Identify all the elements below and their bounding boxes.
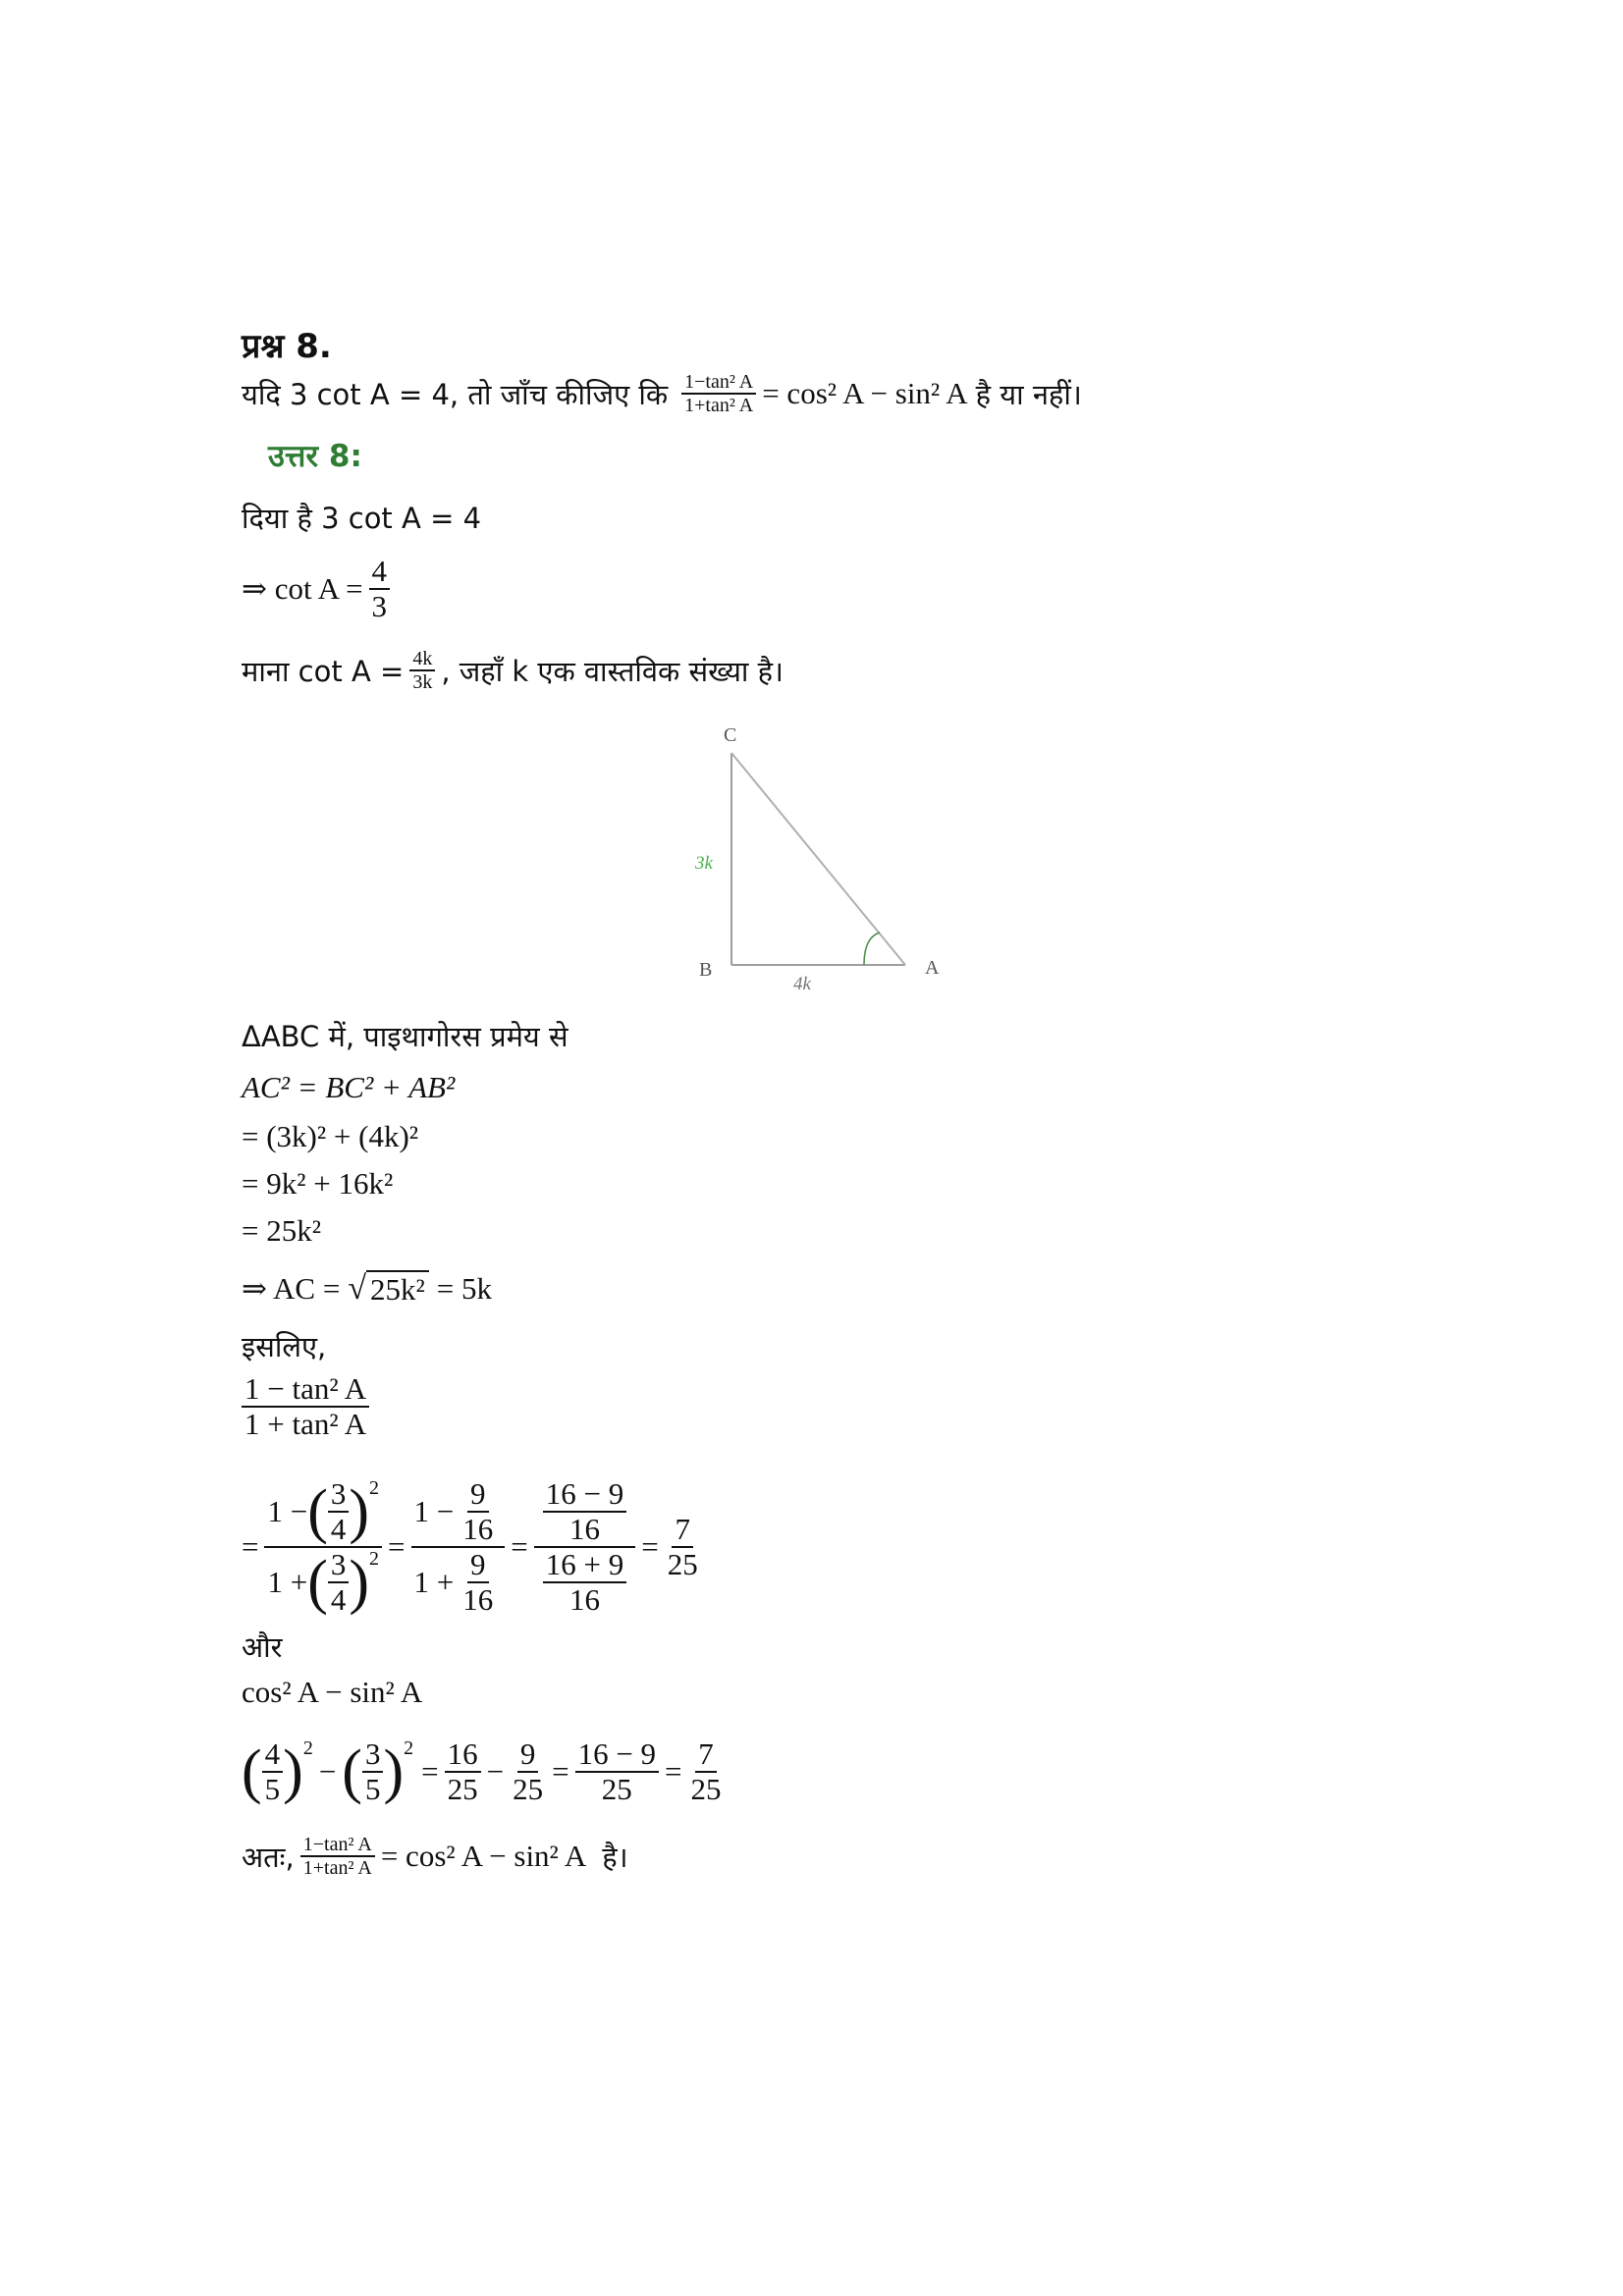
fraction-denominator: 25 [601, 1772, 632, 1807]
let-line [242, 648, 784, 693]
fraction-numerator: 16 − 9 [543, 1477, 626, 1513]
vertex-b-label: B [699, 959, 713, 981]
conclusion-fraction [300, 1834, 375, 1879]
ac-line [242, 1270, 492, 1308]
step-line: AC² = BC² + AB² [242, 1070, 456, 1104]
fraction-numerator: 3 [328, 1548, 350, 1583]
pythagoras-intro: ΔABC में, पाइथागोरस प्रमेय से [242, 1020, 568, 1053]
exponent: 2 [302, 1737, 313, 1759]
fraction-numerator [411, 1477, 506, 1548]
equals-sign: = [641, 1529, 659, 1565]
fraction-step-2 [411, 1477, 506, 1617]
step-line: = 25k² [242, 1213, 322, 1248]
fraction-denominator: 4 [330, 1582, 347, 1618]
vertex-a-label: A [925, 957, 940, 979]
fraction-denominator: 16 [462, 1512, 494, 1547]
fraction-numerator: 9 [467, 1477, 489, 1513]
and-label: और [242, 1630, 283, 1664]
fraction-denominator: 5 [364, 1772, 381, 1807]
side-ab-label: 4k [793, 974, 811, 994]
calculation-lhs [242, 1477, 707, 1617]
fraction-denominator: 5 [264, 1772, 281, 1807]
question-suffix: है या नहीं। [975, 377, 1082, 411]
equals-sign: = [242, 1529, 259, 1565]
ac-result: = 5k [436, 1271, 493, 1306]
equals-sign: = [421, 1754, 439, 1789]
minus-sign: − [318, 1754, 337, 1789]
fraction-numerator [534, 1477, 635, 1548]
answer-heading: उत्तर 8: [268, 439, 362, 474]
fraction-numerator: 3 [362, 1737, 384, 1773]
fraction-step-1 [264, 1477, 382, 1617]
cot-fraction [369, 555, 391, 623]
fraction-denominator: 1+tan² A [302, 1857, 372, 1879]
question-text [242, 371, 1082, 416]
let-prefix: माना cot A = [242, 654, 405, 688]
fraction-numerator: 4k [409, 648, 435, 671]
conclusion-prefix: अतः, [242, 1840, 295, 1874]
ac-root: 25k² [366, 1270, 429, 1308]
equals-sign: = [388, 1529, 406, 1565]
fraction-step-3 [534, 1477, 635, 1617]
question-fraction [681, 371, 756, 416]
fraction-denominator: 1 + ( $\frac{3}{4}$ ) 2 [267, 1547, 380, 1618]
lhs-fraction-line [242, 1372, 369, 1441]
equals-sign: = [552, 1754, 569, 1789]
step-line: = 9k² + 16k² [242, 1166, 394, 1201]
exponent: 2 [404, 1737, 414, 1759]
let-fraction [409, 648, 435, 693]
fraction-numerator: 1−tan² A [681, 371, 756, 395]
question-rhs: = cos² A − sin² A [762, 376, 968, 410]
one-minus: 1 − [267, 1494, 308, 1529]
exponent: 2 [369, 1477, 380, 1499]
result-fraction [665, 1513, 701, 1581]
exponent: 2 [369, 1548, 380, 1571]
cot-prefix: ⇒ cot A = [242, 571, 363, 607]
fraction-denominator: 16 [462, 1582, 494, 1618]
vertex-c-label: C [724, 724, 737, 746]
fraction-denominator: 3k [412, 671, 433, 693]
fraction-numerator: 16 − 9 [575, 1737, 659, 1773]
fraction-numerator: 16 + 9 [543, 1548, 626, 1583]
fraction-numerator: 4 [369, 555, 391, 590]
fraction-denominator: 4 [330, 1512, 347, 1547]
fraction-denominator: 25 [667, 1547, 698, 1582]
question-prefix: यदि 3 cot A = 4, तो जाँच कीजिए कि [242, 377, 669, 411]
equals-sign: = [511, 1529, 528, 1565]
fraction-denominator: 1+tan² A [684, 395, 754, 416]
fraction-numerator: 9 [517, 1737, 539, 1773]
side-bc-label: 3k [695, 853, 713, 874]
ac-prefix: ⇒ AC = [242, 1271, 341, 1306]
minus-sign: − [486, 1754, 505, 1789]
fraction-numerator: 7 [695, 1737, 717, 1773]
fraction-numerator: 4 [262, 1737, 284, 1773]
angle-a-arc [864, 933, 880, 965]
let-suffix: , जहाँ k एक वास्तविक संख्या है। [441, 654, 784, 688]
equals-sign: = [665, 1754, 682, 1789]
fraction-denominator: 16 [568, 1512, 600, 1547]
fraction-denominator: 25 [513, 1772, 544, 1807]
lhs-fraction [242, 1372, 369, 1441]
calculation-rhs: ( $\frac{4}{5}$ ) 2 − ( $\frac{3}{5}$ ) 2 = $\frac{16}{25}$ − $\frac{9}{25}$ = $\frac{16 - 9}{25}$ = $\frac{7}{25}$ [242, 1737, 730, 1806]
fraction-numerator: 9 [467, 1548, 489, 1583]
fraction-denominator: 25 [690, 1772, 722, 1807]
therefore-label: इसलिए, [242, 1330, 327, 1363]
one-minus: 1 − [413, 1494, 455, 1529]
fraction-denominator: 1 + tan² A [244, 1407, 367, 1442]
fraction-denominator: 3 [371, 589, 388, 624]
step-line: = (3k)² + (4k)² [242, 1119, 419, 1153]
fraction-numerator: 16 [445, 1737, 481, 1773]
fraction-denominator: 25 [447, 1772, 478, 1807]
question-heading: प्रश्न 8. [242, 327, 332, 366]
fraction-numerator: 1 − tan² A [242, 1372, 369, 1408]
given-line: दिया है 3 cot A = 4 [242, 502, 482, 535]
conclusion-rhs: = cos² A − sin² A [380, 1839, 587, 1873]
right-triangle-diagram [677, 717, 972, 1001]
fraction-numerator: 7 [672, 1513, 693, 1548]
fraction-denominator [534, 1548, 635, 1617]
fraction-denominator [411, 1548, 506, 1617]
fraction-numerator: 1−tan² A [300, 1834, 375, 1857]
sqrt-icon: √ [348, 1270, 366, 1307]
conclusion-line [242, 1834, 628, 1879]
one-plus: 1 + [267, 1565, 308, 1600]
cot-line [242, 555, 396, 623]
one-plus: 1 + [413, 1565, 455, 1600]
fraction-numerator: 1 − ( $\frac{3}{4}$ ) 2 [264, 1477, 382, 1548]
fraction-denominator: 16 [568, 1582, 600, 1618]
conclusion-suffix: है। [602, 1840, 628, 1874]
rhs-expression: cos² A − sin² A [242, 1675, 423, 1709]
fraction-numerator: 3 [328, 1477, 350, 1513]
